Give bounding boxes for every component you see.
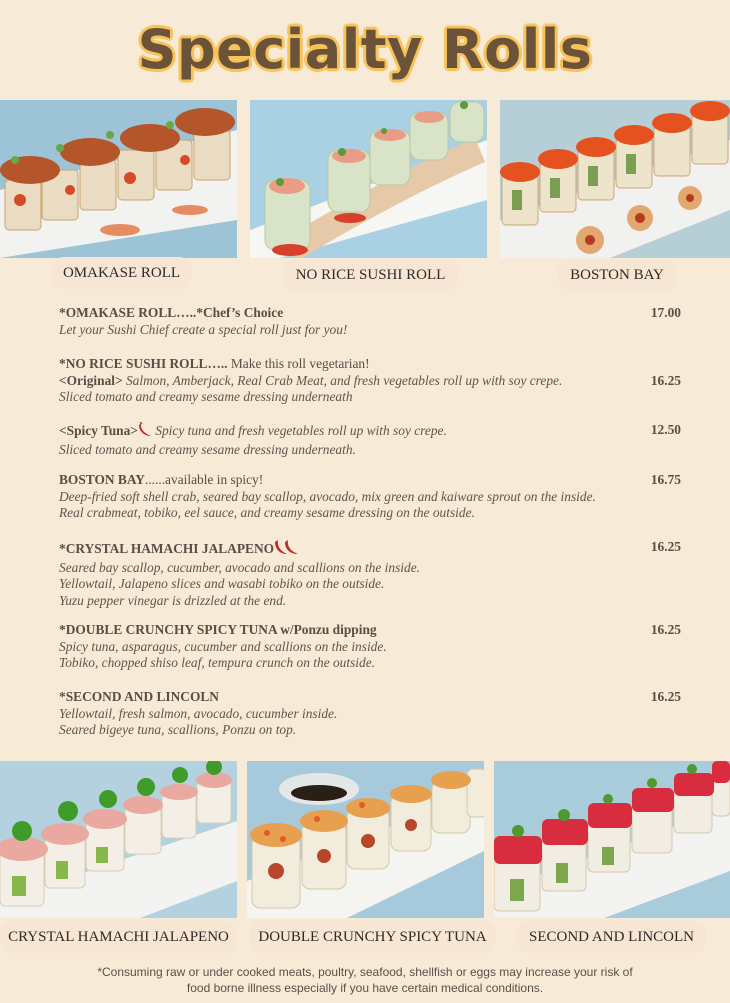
item-name: BOSTON BAY xyxy=(59,472,145,487)
caption-omakase-roll: OMAKASE ROLL xyxy=(52,257,191,289)
caption-no-rice-sushi-roll: NO RICE SUSHI ROLL xyxy=(283,259,458,291)
item-name: *DOUBLE CRUNCHY SPICY TUNA w/Ponzu dipping xyxy=(59,622,377,637)
variant-label: <Spicy Tuna> xyxy=(59,423,138,438)
health-disclaimer xyxy=(0,964,730,996)
item-description: Sliced tomato and creamy sesame dressing underneath. xyxy=(59,441,356,457)
item-description: Seared bigeye tuna, scallions, Ponzu on top. xyxy=(59,722,297,738)
photo-omakase-roll xyxy=(0,100,237,258)
item-price: 16.25 xyxy=(650,622,681,637)
chili-pepper-icon xyxy=(138,422,152,442)
caption-double-crunchy-spicy-tuna: DOUBLE CRUNCHY SPICY TUNA xyxy=(250,921,495,953)
disclaimer-line: *Consuming raw or under cooked meats, poultry, seafood, shellfish or eggs may increase your risk of xyxy=(97,965,633,979)
page-title: Specialty Rolls xyxy=(137,18,593,81)
item-name: *CRYSTAL HAMACHI JALAPENO xyxy=(59,541,275,556)
menu-item-no-rice-spicy xyxy=(59,422,684,458)
menu-item-omakase xyxy=(59,305,684,338)
disclaimer-line: food borne illness especially if you have certain medical conditions. xyxy=(186,981,544,995)
menu-item-double-crunchy xyxy=(59,622,684,672)
item-description: Seared bay scallop, cucumber, avocado and scallions on the inside. xyxy=(59,559,420,575)
item-description: Tobiko, chopped shiso leaf, tempura crunch on the outside. xyxy=(59,655,376,671)
item-description: Yellowtail, Jalapeno slices and wasabi tobiko on the outside. xyxy=(59,576,385,592)
item-name: *NO RICE SUSHI ROLL….. xyxy=(59,356,228,371)
menu-item-crystal-hamachi xyxy=(59,539,684,609)
item-price: 12.50 xyxy=(650,422,681,437)
item-description: Let your Sushi Chief create a special roll just for you! xyxy=(59,321,348,337)
menu-item-second-lincoln xyxy=(59,689,684,739)
photo-double-crunchy-spicy-tuna xyxy=(247,761,484,918)
item-price: 16.75 xyxy=(650,472,681,487)
item-note: ......available in spicy! xyxy=(144,472,264,487)
menu-item-no-rice xyxy=(59,356,684,406)
caption-crystal-hamachi-jalapeno: CRYSTAL HAMACHI JALAPENO xyxy=(0,921,237,953)
variant-description: Spicy tuna and fresh vegetables roll up with soy crepe. xyxy=(151,423,447,438)
chili-pepper-icon xyxy=(274,539,300,560)
item-description: Yuzu pepper vinegar is drizzled at the end. xyxy=(59,592,287,608)
variant-label: <Original> xyxy=(59,372,123,388)
item-description: Deep-fried soft shell crab, seared bay scallop, avocado, mix green and kaiware sprout on the inside. xyxy=(59,488,596,504)
item-price: 17.00 xyxy=(650,305,681,320)
item-description: Spicy tuna, asparagus, cucumber and scallions on the inside. xyxy=(59,638,387,654)
variant-description: Salmon, Amberjack, Real Crab Meat, and fresh vegetables roll up with soy crepe. xyxy=(122,372,563,388)
item-price: 16.25 xyxy=(650,372,681,388)
photo-second-and-lincoln xyxy=(494,761,730,918)
photo-boston-bay xyxy=(500,100,730,258)
item-price: 16.25 xyxy=(650,689,681,704)
photo-no-rice-sushi-roll xyxy=(250,100,487,258)
item-description: Sliced tomato and creamy sesame dressing underneath xyxy=(59,389,353,405)
item-name: *OMAKASE ROLL…..*Chef’s Choice xyxy=(59,305,284,320)
caption-second-and-lincoln: SECOND AND LINCOLN xyxy=(517,921,706,953)
item-note: Make this roll vegetarian! xyxy=(227,356,370,371)
item-description: Yellowtail, fresh salmon, avocado, cucumber inside. xyxy=(59,705,338,721)
photo-crystal-hamachi-jalapeno xyxy=(0,761,237,918)
caption-boston-bay: BOSTON BAY xyxy=(558,259,676,291)
menu-item-boston-bay xyxy=(59,472,684,522)
item-price: 16.25 xyxy=(650,539,681,554)
item-description: Real crabmeat, tobiko, eel sauce, and creamy sesame dressing on the outside. xyxy=(59,505,475,521)
item-name: *SECOND AND LINCOLN xyxy=(59,689,219,704)
